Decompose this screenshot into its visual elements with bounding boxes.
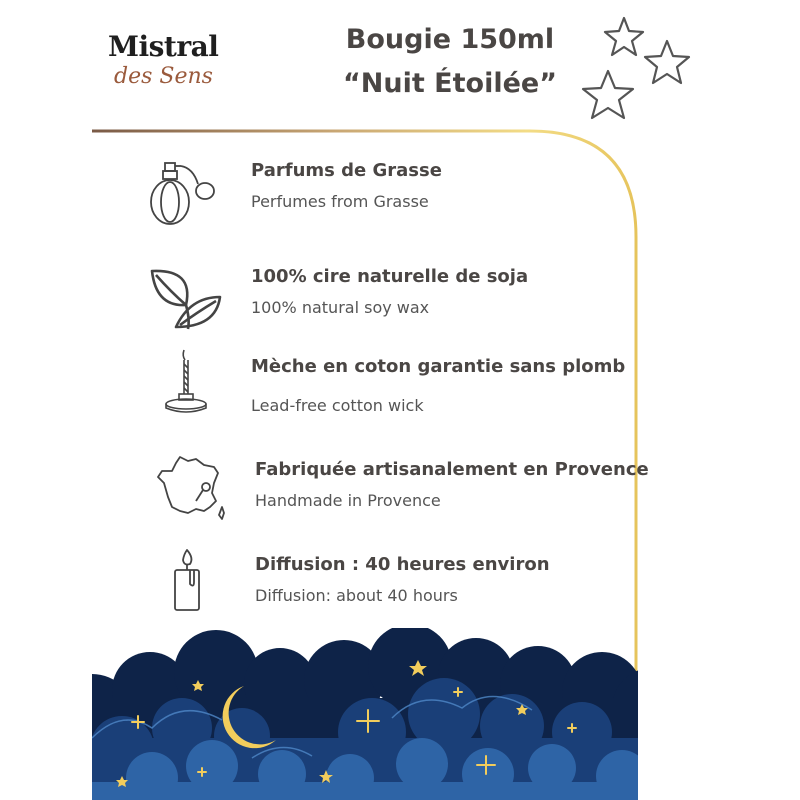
brand-tagline: des Sens [114,64,213,89]
feature-perfume-en: Perfumes from Grasse [251,192,429,211]
feature-provence-fr: Fabriquée artisanalement en Provence [255,459,649,480]
feature-soy-wax-fr: 100% cire naturelle de soja [251,266,529,287]
feature-perfume-fr: Parfums de Grasse [251,160,442,181]
feature-wick [0,356,800,446]
france-map-icon [152,453,232,533]
product-title [300,18,600,106]
feature-wick-en: Lead-free cotton wick [251,396,424,415]
feature-soy-wax [0,266,800,356]
perfume-bottle-icon [148,160,218,240]
feature-soy-wax-en: 100% natural soy wax [251,298,430,317]
wick-icon [148,348,218,428]
feature-provence-en: Handmade in Provence [255,491,441,510]
product-title-line1: Bougie 150ml [345,24,555,55]
feature-diffusion-fr: Diffusion : 40 heures environ [255,554,550,575]
leaf-icon [146,262,226,342]
feature-diffusion-en: Diffusion: about 40 hours [255,586,458,605]
feature-wick-fr: Mèche en coton garantie sans plomb [251,356,626,377]
feature-provence [0,459,800,549]
candle-icon [150,548,220,628]
brand-name: Mistral [108,30,219,63]
product-title-line2: “Nuit Étoilée” [343,68,557,99]
brand-logo [108,30,238,100]
feature-perfume [0,160,800,250]
outline-stars-icon [575,8,705,138]
night-sky-illustration [92,628,638,800]
